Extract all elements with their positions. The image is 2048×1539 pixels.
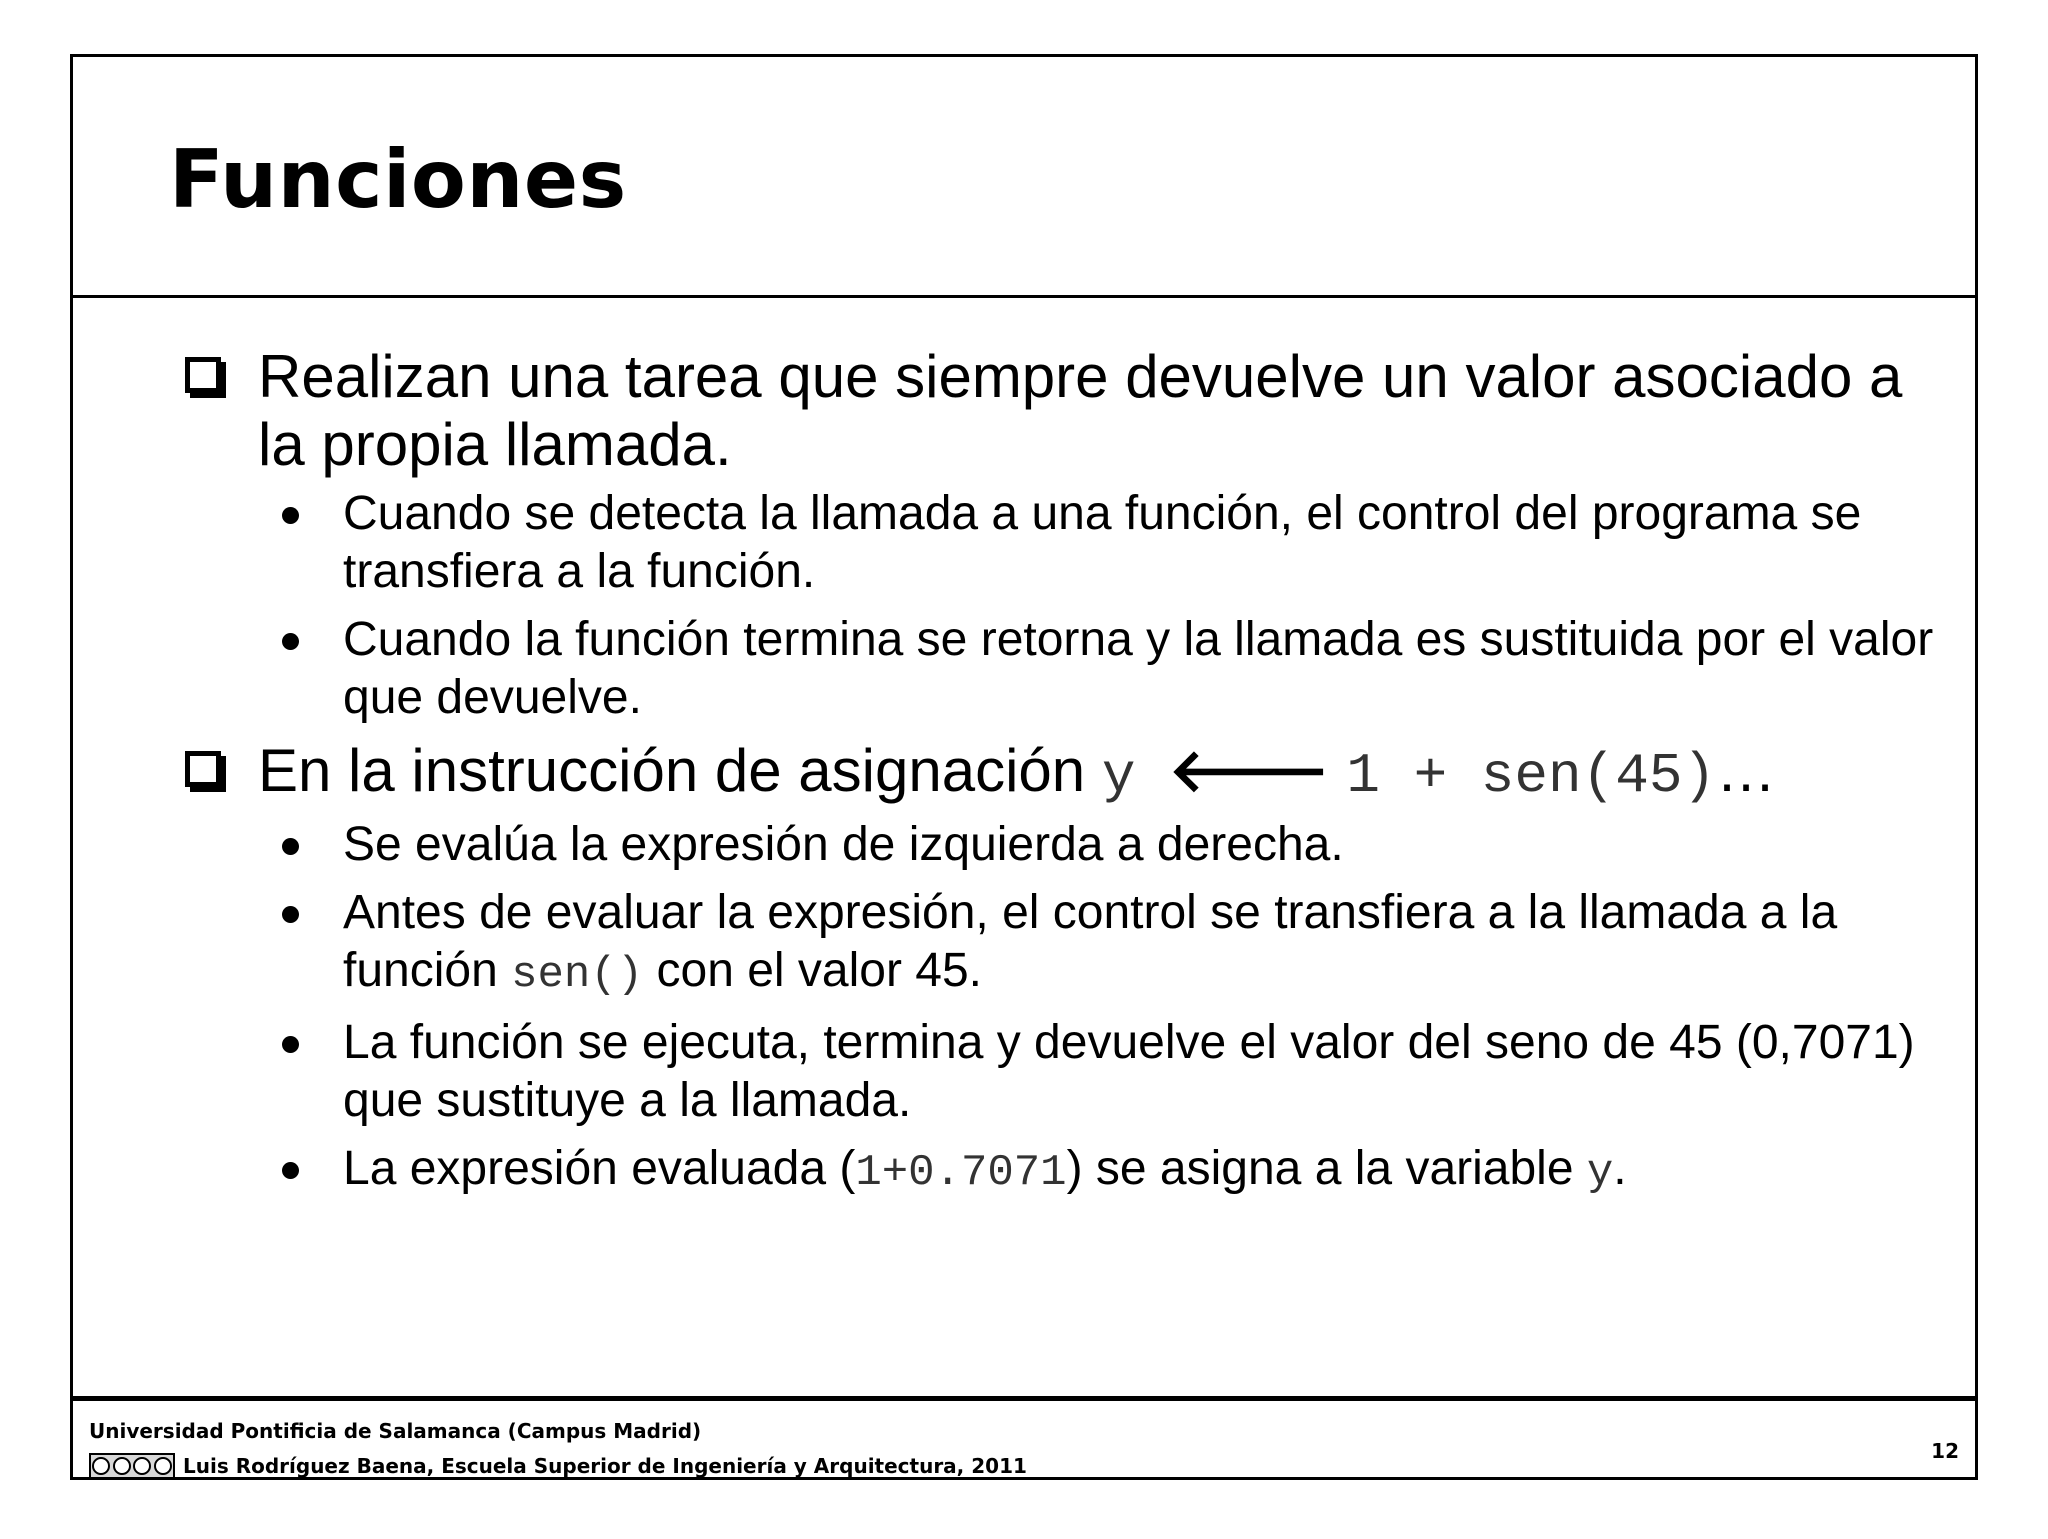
- ellipsis: …: [1716, 737, 1777, 804]
- dot-bullet-icon: [282, 507, 299, 524]
- code-inline: 1+0.7071: [855, 1148, 1067, 1198]
- slide-content: [181, 343, 1941, 1212]
- bullet-text: Cuando se detecta la llamada a una función, el control del programa se transfiera a la función.: [343, 487, 1862, 598]
- bullet-level1: [181, 343, 1941, 479]
- footer-institution: Universidad Pontificia de Salamanca (Campus Madrid): [89, 1419, 702, 1443]
- title-area: [73, 57, 1975, 298]
- bullet-level1: [181, 737, 1941, 810]
- bullet-text: con el valor 45.: [643, 944, 983, 997]
- cc-license-icon: [89, 1453, 175, 1479]
- code-inline: y: [1586, 1148, 1614, 1198]
- bullet-level2: [181, 1014, 1941, 1130]
- page-number: 12: [1931, 1439, 1959, 1463]
- footer-author-row: [89, 1453, 1027, 1479]
- dot-bullet-icon: [282, 1036, 299, 1053]
- bullet-text: En la instrucción de asignación: [258, 737, 1102, 804]
- dot-bullet-icon: [282, 838, 299, 855]
- bullet-text: Realizan una tarea que siempre devuelve un valor asociado a la propia llamada.: [258, 343, 1903, 478]
- bullet-text: ) se asigna a la variable: [1066, 1142, 1587, 1195]
- dot-bullet-icon: [282, 1162, 299, 1179]
- footer-author: Luis Rodríguez Baena, Escuela Superior de Ingeniería y Arquitectura, 2011: [183, 1454, 1027, 1478]
- dot-bullet-icon: [282, 906, 299, 923]
- bullet-text: Cuando la función termina se retorna y la llamada es sustituida por el valor que devuelve.: [343, 613, 1934, 724]
- left-arrow-icon: 🡐: [1168, 736, 1330, 806]
- slide: [70, 54, 1978, 1480]
- bullet-text: Se evalúa la expresión de izquierda a derecha.: [343, 818, 1344, 871]
- bullet-level2: [181, 611, 1941, 727]
- code-variable: y: [1101, 744, 1136, 808]
- footer-divider: [73, 1396, 1975, 1401]
- dot-bullet-icon: [282, 633, 299, 650]
- checkbox-bullet-icon: [185, 751, 221, 787]
- code-expression: 1 + sen(45): [1346, 744, 1717, 808]
- checkbox-bullet-icon: [185, 357, 221, 393]
- bullet-level2: [181, 884, 1941, 1004]
- nc-circle-icon: [133, 1457, 151, 1475]
- cc-circle-icon: [92, 1457, 110, 1475]
- bullet-text: Antes de evaluar la expresión, el control se transfiera a la llamada a la función: [343, 886, 1838, 997]
- bullet-level2: [181, 485, 1941, 601]
- sa-circle-icon: [154, 1457, 172, 1475]
- bullet-level2: [181, 1140, 1941, 1202]
- bullet-level2: [181, 816, 1941, 874]
- slide-title: Funciones: [169, 133, 627, 226]
- bullet-text: La expresión evaluada (: [343, 1142, 856, 1195]
- bullet-text: .: [1613, 1142, 1627, 1195]
- bullet-text: La función se ejecuta, termina y devuelve el valor del seno de 45 (0,7071) que sustituye a la llamada.: [343, 1016, 1915, 1127]
- by-circle-icon: [113, 1457, 131, 1475]
- code-inline: sen(): [511, 950, 644, 1000]
